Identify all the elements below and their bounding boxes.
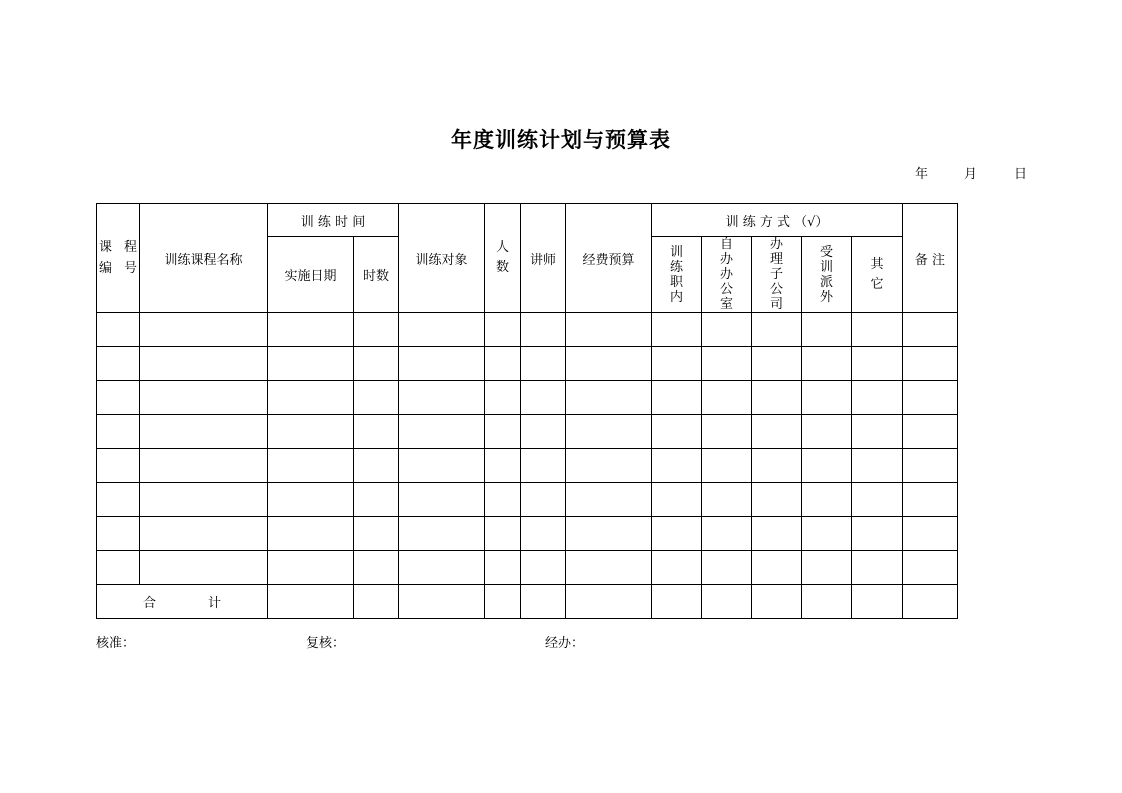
table-cell[interactable] [485, 483, 521, 517]
table-cell[interactable] [852, 483, 903, 517]
table-cell[interactable] [652, 415, 702, 449]
table-cell[interactable] [521, 313, 566, 347]
table-cell[interactable] [802, 415, 852, 449]
header-method-external: 受训派外 [802, 237, 852, 313]
table-cell[interactable] [752, 313, 802, 347]
table-body [97, 313, 958, 585]
table-cell[interactable] [652, 517, 702, 551]
table-cell[interactable] [354, 415, 399, 449]
total-cell[interactable] [566, 585, 652, 619]
table-cell[interactable] [852, 313, 903, 347]
table-cell[interactable] [399, 449, 485, 483]
table-row [97, 347, 958, 381]
table-cell[interactable] [903, 347, 958, 381]
table-cell[interactable] [521, 551, 566, 585]
table-cell[interactable] [752, 483, 802, 517]
table-cell[interactable] [903, 483, 958, 517]
table-cell[interactable] [566, 517, 652, 551]
table-cell[interactable] [140, 449, 268, 483]
table-cell[interactable] [97, 313, 140, 347]
table-cell[interactable] [140, 347, 268, 381]
table-cell[interactable] [354, 551, 399, 585]
table-cell[interactable] [702, 517, 752, 551]
table-cell[interactable] [566, 313, 652, 347]
total-cell[interactable] [399, 585, 485, 619]
table-cell[interactable] [566, 449, 652, 483]
header-course-name: 训练课程名称 [140, 204, 268, 313]
table-cell[interactable] [97, 517, 140, 551]
header-hours: 时数 [354, 237, 399, 313]
table-cell[interactable] [652, 449, 702, 483]
table-cell[interactable] [566, 347, 652, 381]
table-cell[interactable] [702, 415, 752, 449]
total-cell[interactable] [354, 585, 399, 619]
header-course-code: 课 程 编 号 [97, 204, 140, 313]
table-cell[interactable] [354, 381, 399, 415]
footer-approve-label: 核准： [96, 636, 136, 651]
total-cell[interactable] [521, 585, 566, 619]
plan-budget-table [96, 203, 958, 619]
table-cell[interactable] [268, 483, 354, 517]
table-cell[interactable] [521, 517, 566, 551]
table-cell[interactable] [852, 381, 903, 415]
table-cell[interactable] [354, 347, 399, 381]
table-cell[interactable] [268, 381, 354, 415]
table-cell[interactable] [521, 381, 566, 415]
table-cell[interactable] [354, 483, 399, 517]
table-cell[interactable] [268, 449, 354, 483]
table-cell[interactable] [485, 313, 521, 347]
table-cell[interactable] [399, 381, 485, 415]
page-title: 年度训练计划与预算表 [451, 128, 671, 152]
table-cell[interactable] [652, 551, 702, 585]
table-cell[interactable] [802, 381, 852, 415]
header-implement-date: 实施日期 [268, 237, 354, 313]
table-row [97, 449, 958, 483]
header-training-method: 训 练 方 式 （√） [652, 204, 903, 237]
header-row-top [97, 204, 958, 237]
table-cell[interactable] [399, 347, 485, 381]
table-cell[interactable] [903, 313, 958, 347]
table-cell[interactable] [97, 381, 140, 415]
header-method-subsidiary: 办理子公司 [752, 237, 802, 313]
table-cell[interactable] [852, 347, 903, 381]
table-cell[interactable] [485, 415, 521, 449]
table-cell[interactable] [702, 381, 752, 415]
table-cell[interactable] [903, 415, 958, 449]
table-cell[interactable] [399, 415, 485, 449]
date-year-label: 年 [915, 167, 929, 182]
table-cell[interactable] [97, 449, 140, 483]
header-method-other: 其它 [852, 237, 903, 313]
table-cell[interactable] [903, 381, 958, 415]
table-row [97, 551, 958, 585]
table-cell[interactable] [802, 483, 852, 517]
total-label: 合 计 [97, 585, 268, 619]
table-cell[interactable] [140, 517, 268, 551]
table-cell[interactable] [521, 483, 566, 517]
table-cell[interactable] [702, 313, 752, 347]
table-cell[interactable] [268, 551, 354, 585]
table-cell[interactable] [485, 347, 521, 381]
table-cell[interactable] [268, 313, 354, 347]
table-row [97, 415, 958, 449]
table-cell[interactable] [399, 517, 485, 551]
total-cell[interactable] [752, 585, 802, 619]
table-cell[interactable] [566, 415, 652, 449]
table-cell[interactable] [399, 313, 485, 347]
table-cell[interactable] [399, 551, 485, 585]
table-cell[interactable] [485, 449, 521, 483]
table-cell[interactable] [802, 551, 852, 585]
table-cell[interactable] [652, 313, 702, 347]
total-cell[interactable] [485, 585, 521, 619]
table-cell[interactable] [852, 415, 903, 449]
table-cell[interactable] [802, 449, 852, 483]
table-cell[interactable] [802, 347, 852, 381]
table-cell[interactable] [802, 313, 852, 347]
header-budget: 经费预算 [566, 204, 652, 313]
table-cell[interactable] [140, 313, 268, 347]
table-cell[interactable] [140, 551, 268, 585]
table-cell[interactable] [652, 483, 702, 517]
header-remark: 备 注 [903, 204, 958, 313]
total-cell[interactable] [903, 585, 958, 619]
table-cell[interactable] [903, 551, 958, 585]
table-cell[interactable] [140, 483, 268, 517]
table-cell[interactable] [852, 551, 903, 585]
table-cell[interactable] [521, 347, 566, 381]
table-cell[interactable] [752, 347, 802, 381]
table-cell[interactable] [97, 415, 140, 449]
total-row [97, 585, 958, 619]
header-method-internal: 训练职内 [652, 237, 702, 313]
table-row [97, 517, 958, 551]
header-lecturer: 讲师 [521, 204, 566, 313]
total-cell[interactable] [268, 585, 354, 619]
table-cell[interactable] [140, 381, 268, 415]
table-cell[interactable] [852, 517, 903, 551]
table-cell[interactable] [903, 517, 958, 551]
total-cell[interactable] [652, 585, 702, 619]
table-cell[interactable] [852, 449, 903, 483]
table-cell[interactable] [485, 517, 521, 551]
table-cell[interactable] [652, 347, 702, 381]
table-cell[interactable] [97, 347, 140, 381]
table-cell[interactable] [268, 347, 354, 381]
date-month-label: 月 [964, 167, 978, 182]
total-cell[interactable] [852, 585, 903, 619]
table-cell[interactable] [268, 415, 354, 449]
table-row [97, 313, 958, 347]
table-cell[interactable] [97, 483, 140, 517]
table-cell[interactable] [566, 551, 652, 585]
footer-handle-label: 经办： [545, 636, 585, 651]
table-cell[interactable] [399, 483, 485, 517]
table-cell[interactable] [752, 415, 802, 449]
table-cell[interactable] [354, 313, 399, 347]
table-cell[interactable] [521, 449, 566, 483]
table-row [97, 483, 958, 517]
date-line [0, 163, 1122, 181]
table-cell[interactable] [485, 551, 521, 585]
table-cell[interactable] [652, 381, 702, 415]
header-method-self: 自办办公室 [702, 237, 752, 313]
table-cell[interactable] [903, 449, 958, 483]
header-training-time: 训 练 时 间 [268, 204, 399, 237]
table-cell[interactable] [521, 415, 566, 449]
table-cell[interactable] [566, 483, 652, 517]
footer-review-label: 复核： [306, 636, 346, 651]
table-cell[interactable] [140, 415, 268, 449]
table-cell[interactable] [354, 517, 399, 551]
table-cell[interactable] [752, 517, 802, 551]
table-cell[interactable] [702, 449, 752, 483]
table-cell[interactable] [702, 483, 752, 517]
total-cell[interactable] [802, 585, 852, 619]
table-row [97, 381, 958, 415]
table-cell[interactable] [752, 551, 802, 585]
date-day-label: 日 [1014, 167, 1028, 182]
table-cell[interactable] [354, 449, 399, 483]
table-cell[interactable] [752, 381, 802, 415]
total-cell[interactable] [702, 585, 752, 619]
table-cell[interactable] [268, 517, 354, 551]
table-cell[interactable] [566, 381, 652, 415]
table-cell[interactable] [802, 517, 852, 551]
header-headcount: 人数 [485, 204, 521, 313]
table-cell[interactable] [702, 551, 752, 585]
table-cell[interactable] [702, 347, 752, 381]
table-cell[interactable] [485, 381, 521, 415]
table-cell[interactable] [97, 551, 140, 585]
table-cell[interactable] [752, 449, 802, 483]
header-target: 训练对象 [399, 204, 485, 313]
